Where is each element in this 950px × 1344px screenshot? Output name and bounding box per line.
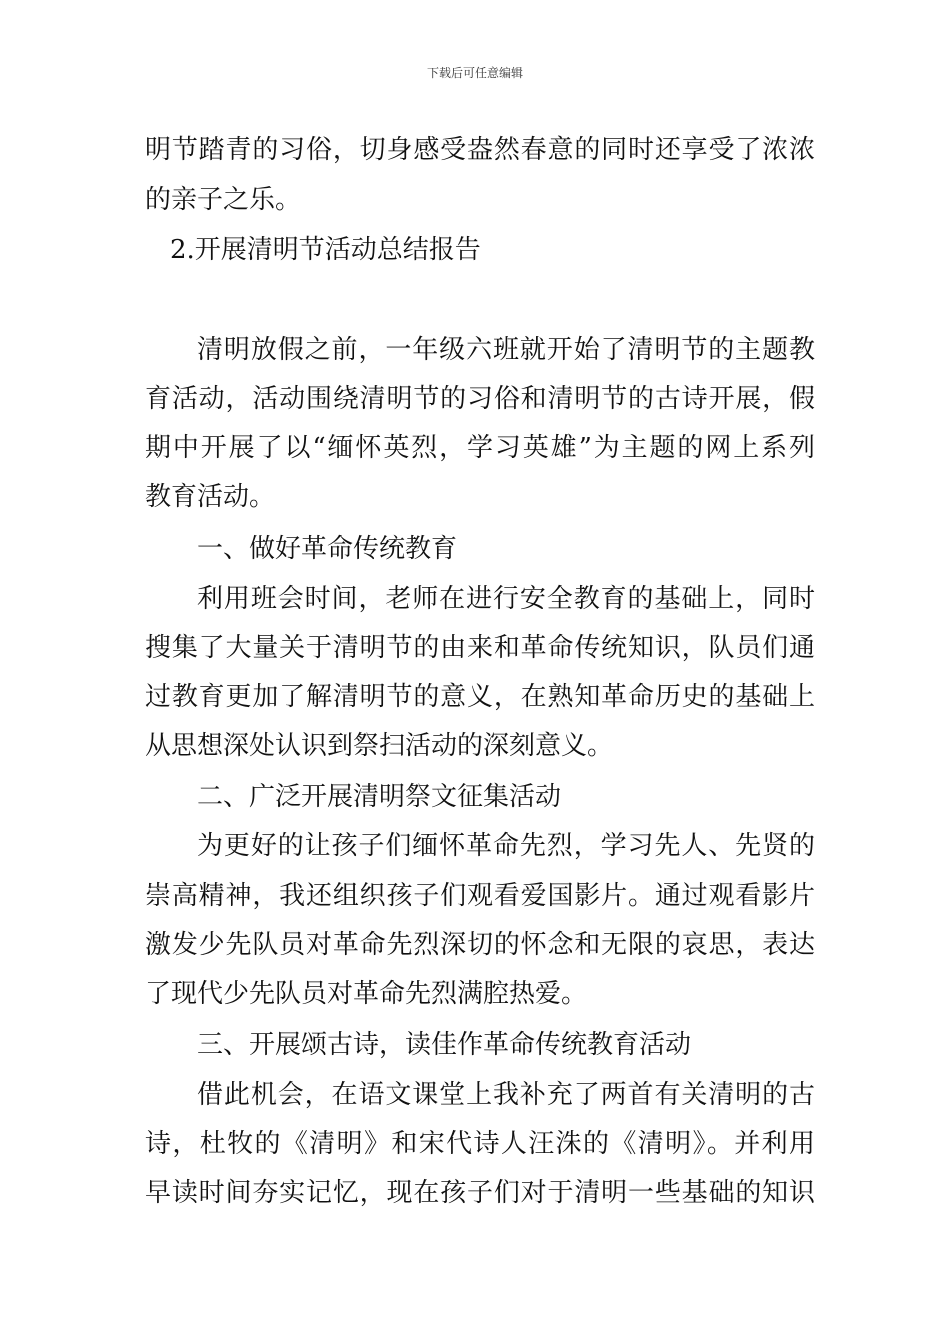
text-line: 崇高精神，我还组织孩子们观看爱国影片。通过观看影片 [145,881,815,911]
text-line: 清明放假之前，一年级六班就开始了清明节的主题教 [197,335,815,365]
text-line: 教育活动。 [145,482,276,512]
text-line: 了现代少先队员对革命先烈满腔热爱。 [145,979,588,1009]
text-line: 激发少先队员对革命先烈深切的怀念和无限的哀思，表达 [145,930,815,960]
header-note: 下载后可任意编辑 [426,66,523,80]
section-heading: 二、广泛开展清明祭文征集活动 [197,782,562,812]
text-line: 为更好的让孩子们缅怀革命先烈，学习先人、先贤的 [197,831,815,861]
section-heading: 2.开展清明节活动总结报告 [170,235,481,265]
text-line: 借此机会，在语文课堂上我补充了两首有关清明的古 [197,1080,815,1110]
section-heading: 三、开展颂古诗，读佳作革命传统教育活动 [197,1030,692,1060]
text-line: 过教育更加了解清明节的意义，在熟知革命历史的基础上 [145,682,815,712]
text-line: 利用班会时间，老师在进行安全教育的基础上，同时 [197,584,815,614]
text-line: 的亲子之乐。 [145,185,302,215]
text-line: 搜集了大量关于清明节的由来和革命传统知识，队员们通 [145,633,815,663]
text-line: 早读时间夯实记忆，现在孩子们对于清明一些基础的知识 [145,1178,815,1208]
text-line: 育活动，活动围绕清明节的习俗和清明节的古诗开展，假 [145,384,815,414]
text-line: 期中开展了以“缅怀英烈，学习英雄”为主题的网上系列 [145,433,815,463]
text-line: 从思想深处认识到祭扫活动的深刻意义。 [145,731,614,761]
text-line: 诗，杜牧的《清明》和宋代诗人汪洙的《清明》。并利用 [145,1129,815,1159]
text-line: 明节踏青的习俗，切身感受盎然春意的同时还享受了浓浓 [145,135,815,165]
section-heading: 一、做好革命传统教育 [197,534,458,564]
